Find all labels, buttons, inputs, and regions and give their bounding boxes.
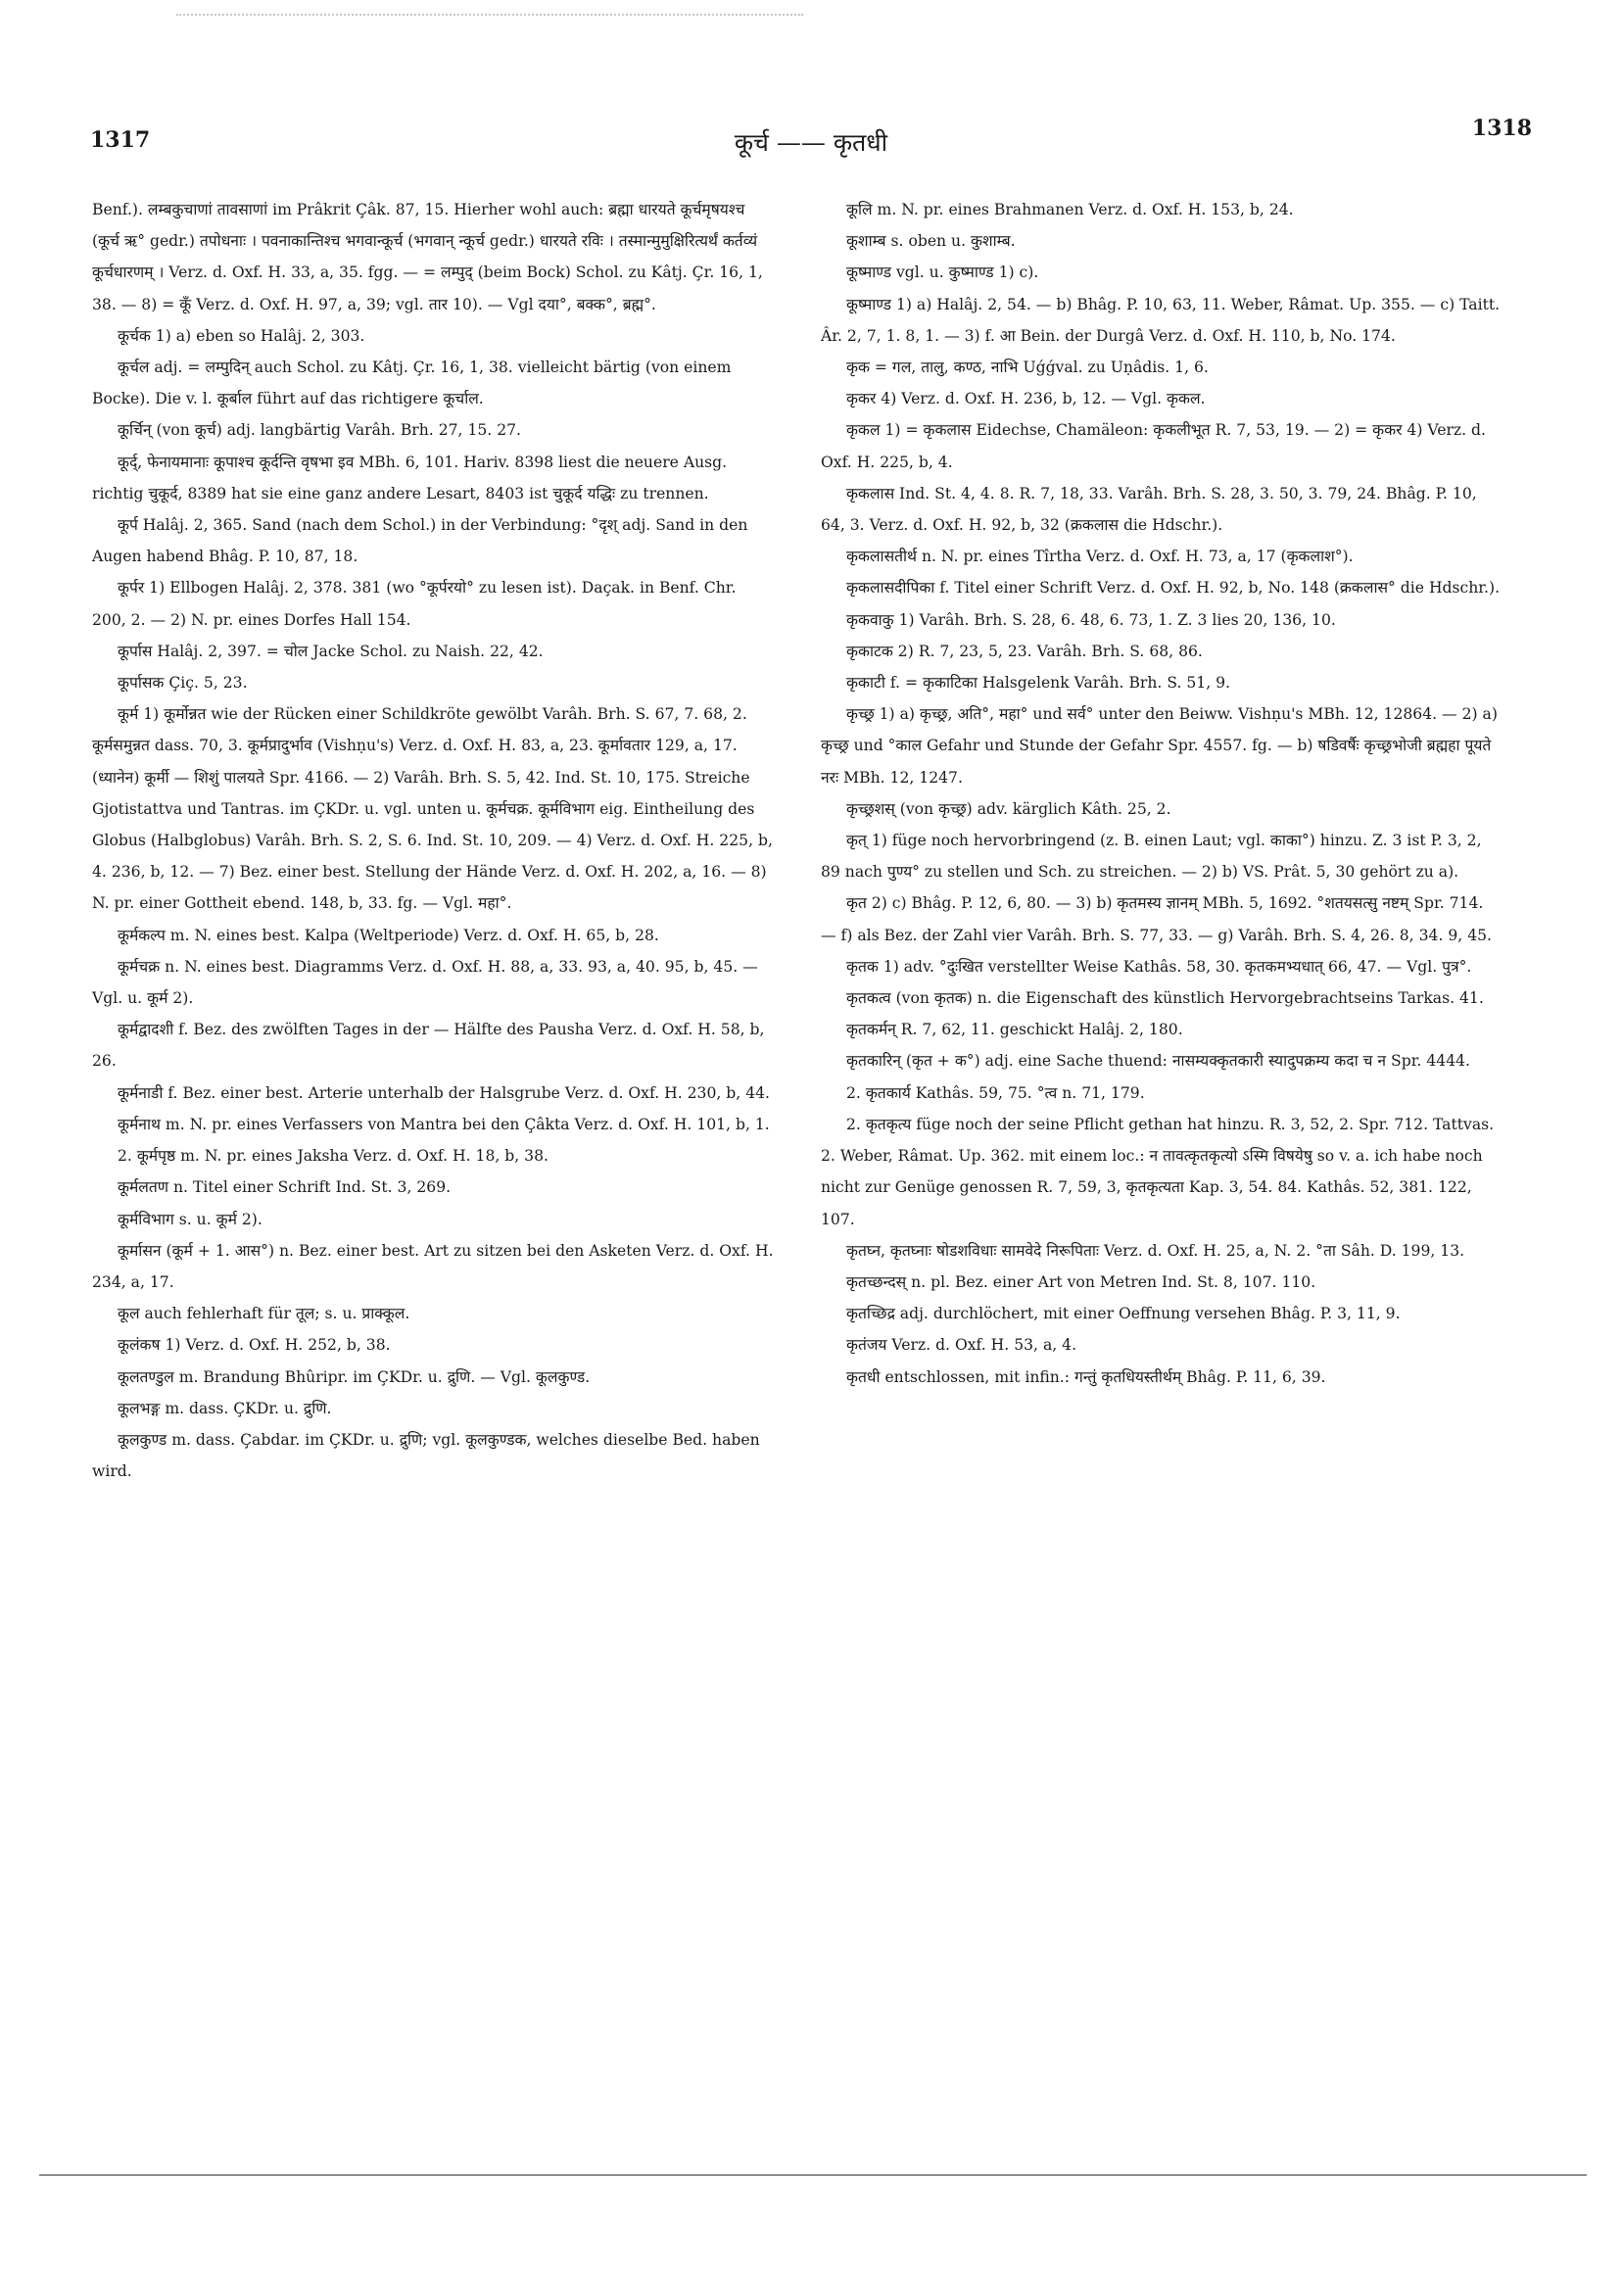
dictionary-entry: कूर्द्, फेनायमानाः कूपाश्च कूर्दन्ति वृषभा इव MBh. 6, 101. Hariv. 8398 liest die neuere Ausg. richtig चुकूर्द, 8389 hat sie eine ganz andere Lesart, 8403 ist चुकूर्द यद्धिः zu trennen. bbox=[92, 453, 728, 502]
dictionary-entry: कूर्चल adj. = लम्पुदिन् auch Schol. zu Kâtj. Çr. 16, 1, 38. vielleicht bärtig (von einem Bocke). Die v. l. कूर्बाल führt auf das richtigere कूर्चाल. bbox=[92, 359, 732, 408]
dictionary-entry: कृकलास Ind. St. 4, 4. 8. R. 7, 18, 33. Varâh. Brh. S. 28, 3. 50, 3. 79, 24. Bhâg. P. 10, 64, 3. Verz. d. Oxf. H. 92, b, 32 (क्रकलास die Hdschr.). bbox=[821, 484, 1477, 535]
dictionary-entry: कूष्माण्ड vgl. u. कुष्माण्ड 1) c). bbox=[846, 263, 1039, 282]
dictionary-entry: कृतंजय Verz. d. Oxf. H. 53, a, 4. bbox=[846, 1336, 1077, 1355]
dictionary-entry: कृकर 4) Verz. d. Oxf. H. 236, b, 12. — Vgl. कृकल. bbox=[846, 390, 1206, 408]
dictionary-entry: कूर्मचक्र n. N. eines best. Diagramms Verz. d. Oxf. H. 88, a, 33. 93, a, 40. 95, b, 45. — Vgl. u. कूर्म 2). bbox=[92, 957, 758, 1008]
dictionary-entry: कूर्मविभाग s. u. कूर्म 2). bbox=[118, 1210, 262, 1228]
bottom-rule bbox=[39, 2175, 1587, 2176]
dictionary-entry: कृतघ्न, कृतघ्नाः षोडशविधाः सामवेदे निरूपिताः Verz. d. Oxf. H. 25, a, N. 2. °ता Sâh. D. 199, 13. bbox=[846, 1241, 1465, 1260]
dictionary-entry: कूर्मद्वादशी f. Bez. des zwölften Tages in der — Hälfte des Pausha Verz. d. Oxf. H. 58, b, 26. bbox=[92, 1021, 765, 1071]
dictionary-entry: कूलकुण्ड m. dass. Çabdar. im ÇKDr. u. द्रुणि; vgl. कूलकुण्डक, welches dieselbe Bed. haben wird. bbox=[92, 1430, 760, 1481]
dictionary-entry: कृतधी entschlossen, mit infin.: गन्तुं कृतधियस्तीर्थम् Bhâg. P. 11, 6, 39. bbox=[846, 1367, 1326, 1386]
dictionary-entry: कूष्माण्ड 1) a) Halâj. 2, 54. — b) Bhâg. P. 10, 63, 11. Weber, Râmat. Up. 355. — c) Taitt. Âr. 2, 7, 1. 8, 1. — 3) f. आ Bein. der Durgâ Verz. d. Oxf. H. 110, b, No. 174. bbox=[821, 295, 1501, 345]
dictionary-entry: कृकाटी f. = कृकाटिका Halsgelenk Varâh. Brh. S. 51, 9. bbox=[846, 674, 1230, 693]
dictionary-entry: 2. कृतकार्य Kathâs. 59, 75. °त्व n. 71, 179. bbox=[846, 1083, 1145, 1102]
dictionary-entry: 2. कृतकृत्य füge noch der seine Pflicht gethan hat hinzu. R. 3, 52, 2. Spr. 712. Tattvas. 2. Weber, Râmat. Up. 362. mit einem loc.: न तावत्कृतकृत्यो ऽस्मि विषयेषु so v. a. ich habe noch nicht zur Genüge genossen R. 7, 59, 3, कृतकृत्यता Kap. 3, 54. 84. Kathâs. 52, 381. 122, 107. bbox=[821, 1115, 1495, 1228]
dictionary-entry: कृच्छ्र 1) a) कृच्छ्र, अति°, महा° und सर्व° unter den Beiww. Vishṇu's MBh. 12, 12864. — 2) a) कृच्छ्र und °काल Gefahr und Stunde der Gefahr Spr. 4557. fg. — b) षडिवर्षैः कृच्छ्रभोजी ब्रह्महा पूयते नरः MBh. 12, 1247. bbox=[821, 705, 1498, 787]
dictionary-entry: कूलभङ्ग m. dass. ÇKDr. u. द्रुणि. bbox=[118, 1399, 332, 1417]
dictionary-entry: कूलि m. N. pr. eines Brahmanen Verz. d. Oxf. H. 153, b, 24. bbox=[846, 201, 1294, 218]
dictionary-entry: कृकलासतीर्थ n. N. pr. eines Tîrtha Verz. d. Oxf. H. 73, a, 17 (कृकलाश°). bbox=[846, 548, 1354, 566]
page-number-right: 1318 bbox=[1471, 116, 1532, 141]
dictionary-entry: कृतकारिन् (कृत + क°) adj. eine Sache thuend: नासम्यक्कृतकारी स्यादुपक्रम्य कदा च न Spr. 4444. bbox=[846, 1052, 1470, 1071]
dictionary-entry: कृकल 1) = कृकलास Eidechse, Chamäleon: कृकलीभूत R. 7, 53, 19. — 2) = कृकर 4) Verz. d. Oxf. H. 225, b, 4. bbox=[821, 421, 1486, 471]
dictionary-entry: कृतकत्व (von कृतक) n. die Eigenschaft des künstlich Hervorgebrachtseins Tarkas. 41. bbox=[846, 989, 1484, 1008]
dictionary-entry: कृकवाकु 1) Varâh. Brh. S. 28, 6. 48, 6. 73, 1. Z. 3 lies 20, 136, 10. bbox=[846, 610, 1336, 629]
dictionary-entry: कृकाटक 2) R. 7, 23, 5, 23. Varâh. Brh. S. 68, 86. bbox=[846, 642, 1203, 660]
dictionary-entry: कूर्पासक Çiç. 5, 23. bbox=[118, 674, 248, 693]
dictionary-entry: कृच्छ्रशस् (von कृच्छ्र) adv. kärglich Kâth. 25, 2. bbox=[846, 799, 1171, 818]
dictionary-entry: कूलतण्डुल m. Brandung Bhûripr. im ÇKDr. u. द्रुणि. — Vgl. कूलकुण्ड. bbox=[118, 1367, 591, 1386]
dictionary-entry: कूर्मकल्प m. N. eines best. Kalpa (Weltperiode) Verz. d. Oxf. H. 65, b, 28. bbox=[118, 926, 659, 944]
dictionary-entry: कूर्पास Halâj. 2, 397. = चोल Jacke Schol. zu Naish. 22, 42. bbox=[118, 642, 544, 660]
dictionary-entry: कूर्मनाथ m. N. pr. eines Verfassers von Mantra bei den Çâkta Verz. d. Oxf. H. 101, b, 1. bbox=[118, 1115, 770, 1133]
dictionary-entry: कूर्म 1) कूर्मोन्नत wie der Rücken einer Schildkröte gewölbt Varâh. Brh. S. 67, 7. 68, 2. कूर्मसमुन्नत dass. 70, 3. कूर्मप्रादुर्भाव (Vishṇu's) Verz. d. Oxf. H. 83, a, 23. कूर्मावतार 129, a, 17. (ध्यानेन) कूर्मी — शिशुं पालयते Spr. 4166. — 2) Varâh. Brh. S. 5, 42. Ind. St. 10, 175. Streiche Gjotistattva und Tantras. im ÇKDr. u. vgl. unten u. कूर्मचक्र. कूर्मविभाग eig. Eintheilung des Globus (Halbglobus) Varâh. Brh. S. 2, S. 6. Ind. St. 10, 209. — 4) Verz. d. Oxf. H. 225, b, 4. 236, b, 12. — 7) Bez. einer best. Stellung der Hände Verz. d. Oxf. H. 202, a, 16. — 8) N. pr. einer Gottheit ebend. 148, b, 33. fg. — Vgl. महा°. bbox=[92, 705, 773, 913]
left-column bbox=[92, 194, 774, 1487]
dictionary-entry: कूलंकष 1) Verz. d. Oxf. H. 252, b, 38. bbox=[118, 1336, 391, 1355]
dictionary-entry: कूर्पर 1) Ellbogen Halâj. 2, 378. 381 (wo °कूर्परयो° zu lesen ist). Daçak. in Benf. Chr. 200, 2. — 2) N. pr. eines Dorfes Hall 154. bbox=[92, 579, 737, 629]
dictionary-entry: कृतकर्मन् R. 7, 62, 11. geschickt Halâj. 2, 180. bbox=[846, 1021, 1183, 1039]
dictionary-entry: कूर्प Halâj. 2, 365. Sand (nach dem Schol.) in der Verbindung: °दृश् adj. Sand in den Augen habend Bhâg. P. 10, 87, 18. bbox=[92, 516, 748, 566]
dictionary-entry: कूर्चक 1) a) eben so Halâj. 2, 303. bbox=[118, 326, 365, 345]
dictionary-entry: कूशाम्ब s. oben u. कुशाम्ब. bbox=[846, 232, 1016, 251]
dictionary-entry: कृतच्छिद्र adj. durchlöchert, mit einer Oeffnung versehen Bhâg. P. 3, 11, 9. bbox=[846, 1305, 1401, 1323]
dictionary-entry: कृक = गल, तालु, कण्ठ, नाभि Uǵǵval. zu Uṇâdis. 1, 6. bbox=[846, 359, 1209, 377]
running-header: कूर्च —— कृतधी bbox=[734, 128, 888, 157]
dictionary-entry: कृत 2) c) Bhâg. P. 12, 6, 80. — 3) b) कृतमस्य ज्ञानम् MBh. 5, 1692. °शतयसत्सु नष्टम् Spr. 714. — f) als Bez. der Zahl vier Varâh. Brh. S. 77, 33. — g) Varâh. Brh. S. 4, 26. 8, 34. 9, 45. bbox=[821, 894, 1492, 944]
scan-artifact bbox=[176, 14, 803, 22]
dictionary-entry: Benf.). लम्बकुचाणां तावसाणां im Prâkrit Çâk. 87, 15. Hierher wohl auch: ब्रह्मा धारयते कूर्चमृषयश्च (कूर्च ऋ° gedr.) तपोधनाः । पवनाकान्तिश्च भगवान्कूर्च (भगवान् न्कूर्च gedr.) धारयते रविः । तस्मान्मुमुक्षिरित्यर्थं कर्तव्यं कूर्चधारणम् । Verz. d. Oxf. H. 33, a, 35. fgg. — = लम्पुद् (beim Bock) Schol. zu Kâtj. Çr. 16, 1, 38. — 8) = कूँ Verz. d. Oxf. H. 97, a, 39; vgl. तार 10). — Vgl दया°, बक्क°, ब्रह्म°. bbox=[92, 201, 763, 313]
dictionary-entry: कृतच्छन्दस् n. pl. Bez. einer Art von Metren Ind. St. 8, 107. 110. bbox=[846, 1272, 1316, 1291]
dictionary-entry: कूर्चिन् (von कूर्च) adj. langbärtig Varâh. Brh. 27, 15. 27. bbox=[118, 421, 522, 440]
dictionary-entry: कूर्मलतण n. Titel einer Schrift Ind. St. 3, 269. bbox=[118, 1178, 452, 1197]
dictionary-entry: कूर्मासन (कूर्म + 1. आस°) n. Bez. einer best. Art zu sitzen bei den Asketen Verz. d. Oxf. H. 234, a, 17. bbox=[92, 1241, 774, 1291]
dictionary-entry: कूल auch fehlerhaft für तूल; s. u. प्राक्कूल. bbox=[118, 1305, 410, 1323]
page-number-left: 1317 bbox=[90, 127, 151, 153]
dictionary-entry: कूर्मनाडी f. Bez. einer best. Arterie unterhalb der Halsgrube Verz. d. Oxf. H. 230, b, 44. bbox=[118, 1083, 770, 1102]
dictionary-entry: कृकलासदीपिका f. Titel einer Schrift Verz. d. Oxf. H. 92, b, No. 148 (क्रकलास° die Hdschr.). bbox=[846, 579, 1501, 598]
dictionary-entry: कृत् 1) füge noch hervorbringend (z. B. einen Laut; vgl. काका°) hinzu. Z. 3 ist P. 3, 2, 89 nach पुण्य° zu stellen und Sch. zu streichen. — 2) b) VS. Prât. 5, 30 gehört zu a). bbox=[821, 832, 1482, 882]
dictionary-entry: 2. कूर्मपृष्ठ m. N. pr. eines Jaksha Verz. d. Oxf. H. 18, b, 38. bbox=[118, 1147, 549, 1166]
right-column bbox=[821, 194, 1503, 1393]
dictionary-entry: कृतक 1) adv. °दुःखित verstellter Weise Kathâs. 58, 30. कृतकमभ्यधात् 66, 47. — Vgl. पुत्र°. bbox=[846, 957, 1472, 976]
